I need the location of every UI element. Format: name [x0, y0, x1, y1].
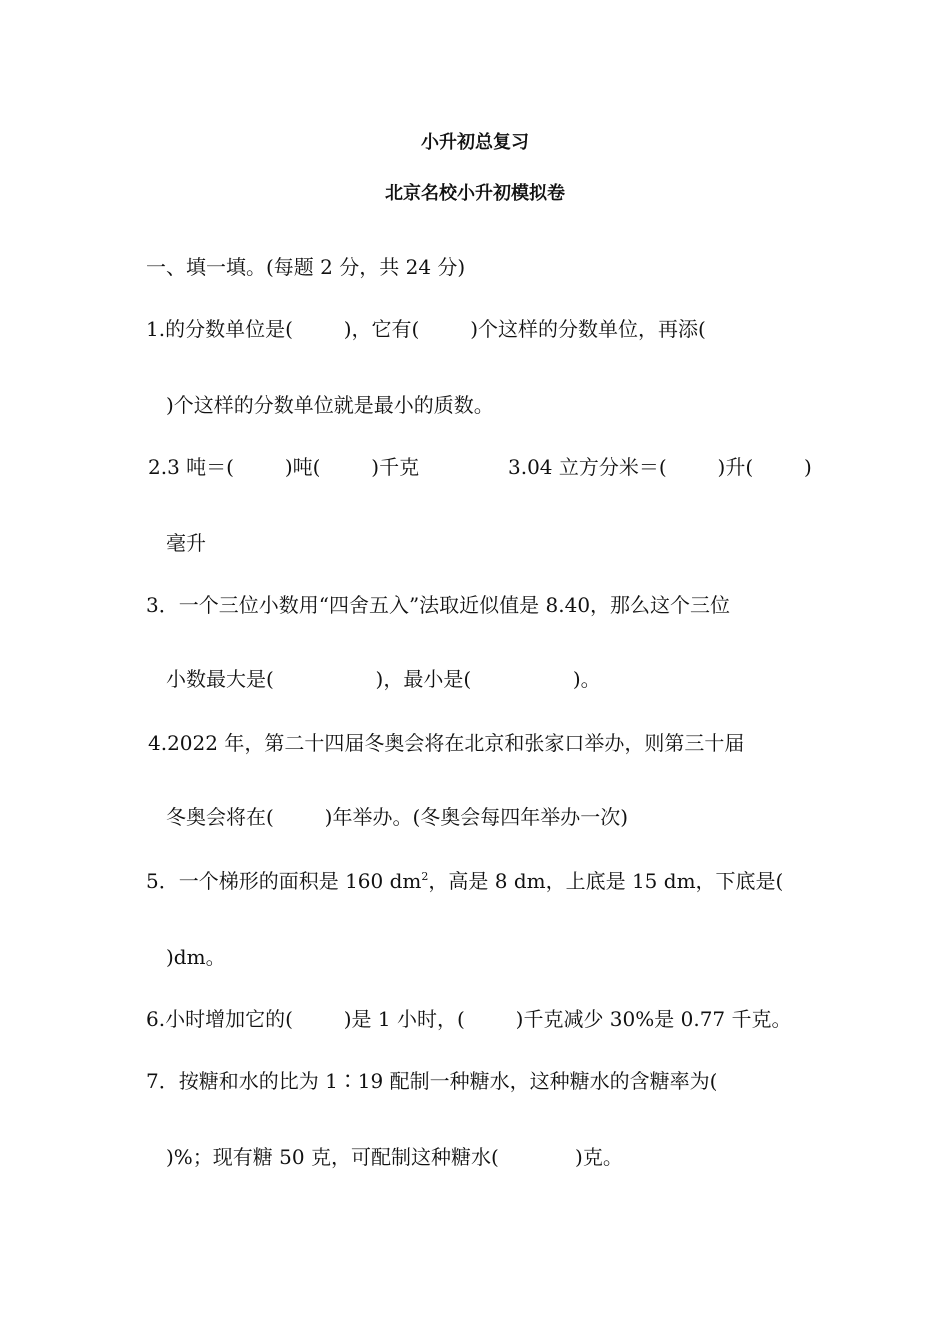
question-5-line-2: )dm。: [166, 945, 226, 969]
question-5-superscript: 2: [421, 870, 429, 883]
section-heading: 一、填一填。(每题 2 分，共 24 分): [146, 255, 466, 279]
question-5-text-a: 5．一个梯形的面积是 160 dm: [146, 869, 422, 893]
question-2-line-2: 毫升: [166, 531, 206, 555]
question-1-line-2: )个这样的分数单位就是最小的质数。: [166, 393, 494, 417]
question-1-line-1: 1.的分数单位是( )，它有( )个这样的分数单位，再添(: [146, 317, 706, 341]
question-2-left: 2.3 吨＝( )吨( )千克: [148, 455, 420, 479]
question-4-line-2: 冬奥会将在( )年举办。(冬奥会每四年举办一次): [166, 805, 629, 829]
question-3-line-2: 小数最大是( )，最小是( )。: [166, 667, 601, 691]
question-4-line-1: 4.2022 年，第二十四届冬奥会将在北京和张家口举办，则第三十届: [148, 731, 745, 755]
question-6: 6.小时增加它的( )是 1 小时，( )千克减少 30%是 0.77 千克。: [146, 1007, 792, 1031]
question-7-line-2: )%；现有糖 50 克，可配制这种糖水( )克。: [166, 1145, 623, 1169]
question-2-right: 3.04 立方分米＝( )升( ): [508, 455, 812, 479]
document-title: 小升初总复习: [421, 132, 529, 153]
document-subtitle: 北京名校小升初模拟卷: [385, 183, 565, 204]
question-7-line-1: 7．按糖和水的比为 1∶19 配制一种糖水，这种糖水的含糖率为(: [146, 1069, 718, 1093]
question-3-line-1: 3．一个三位小数用“四舍五入”法取近似值是 8.40，那么这个三位: [146, 593, 731, 617]
question-5-text-b: ，高是 8 dm，上底是 15 dm，下底是(: [428, 869, 784, 893]
question-5-line-1: [146, 867, 783, 895]
